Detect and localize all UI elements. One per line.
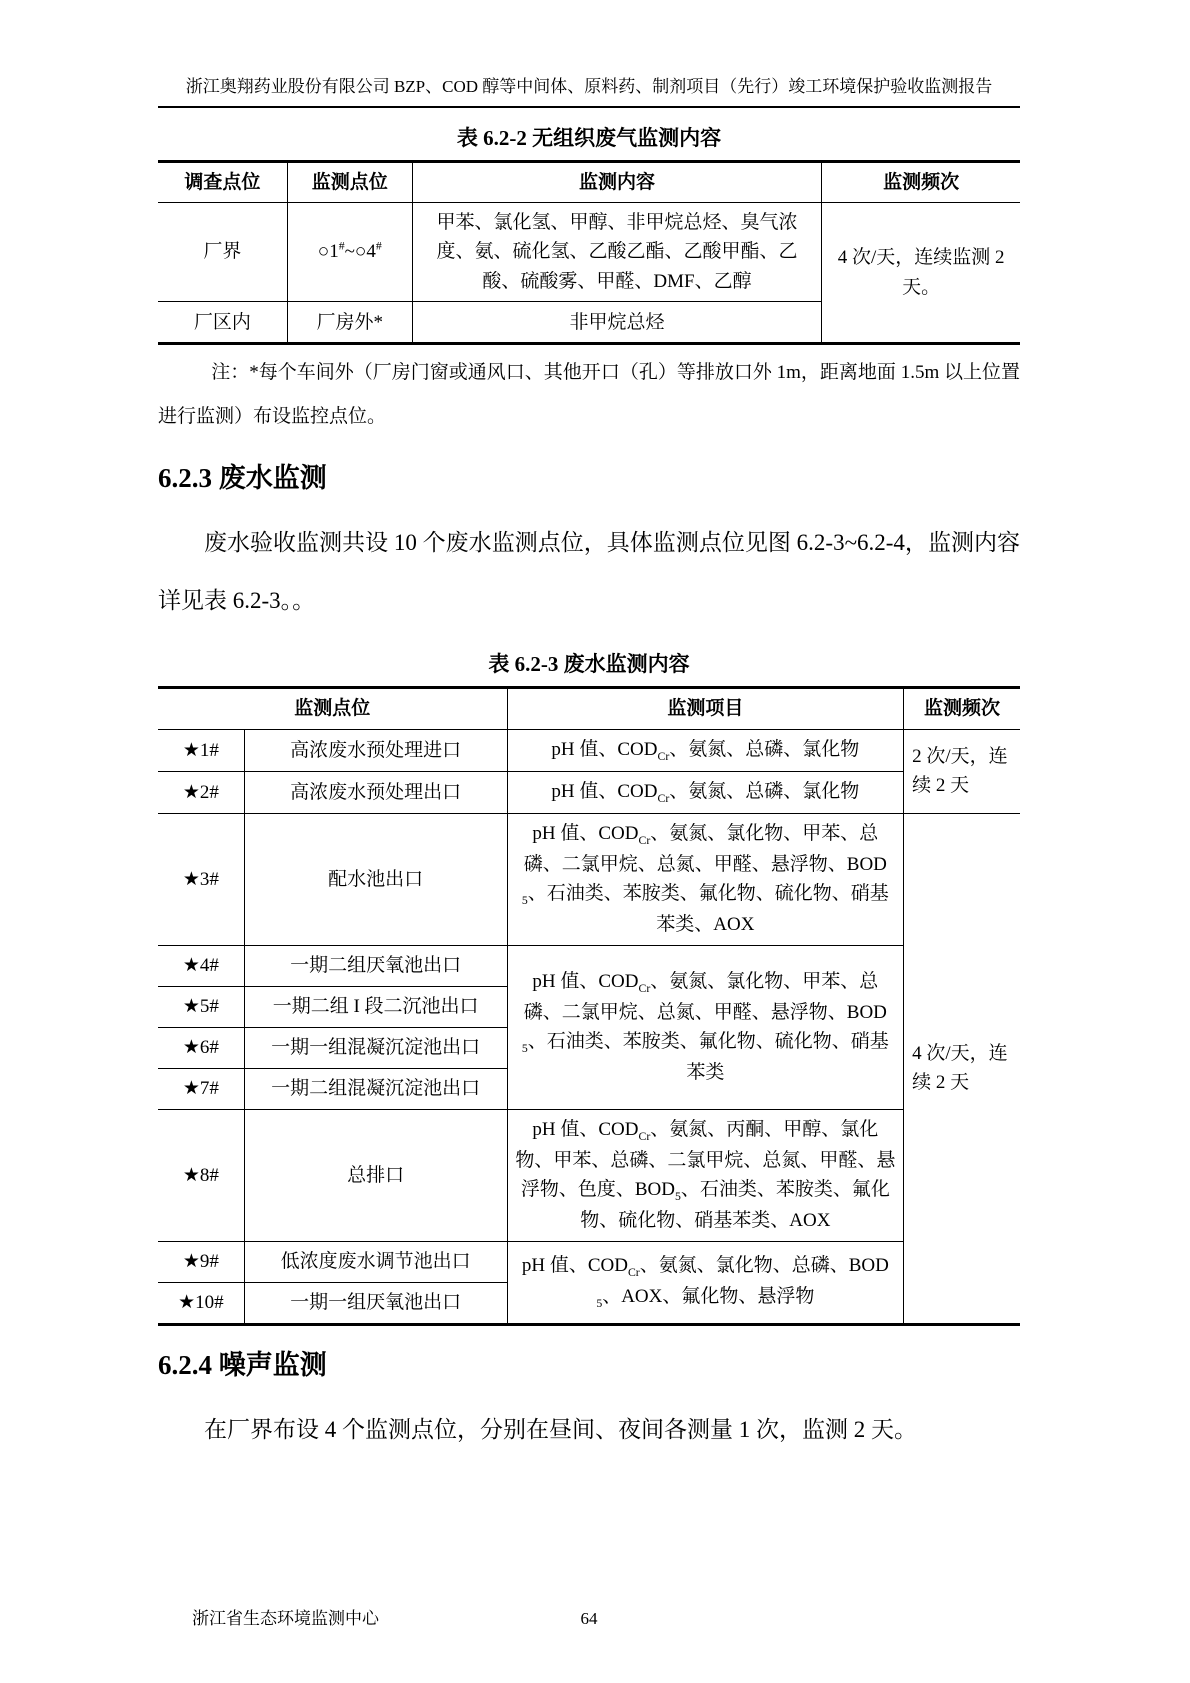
wastewater-header-frequency: 监测频次 — [904, 689, 1020, 729]
wastewater-header-monitor-point: 监测点位 — [158, 689, 507, 729]
offgas-header-monitor-point: 监测点位 — [287, 163, 412, 203]
table-row — [158, 1241, 1020, 1282]
point-name: 高浓废水预处理出口 — [244, 771, 507, 813]
point-name: 一期一组厌氧池出口 — [244, 1282, 507, 1323]
offgas-survey-point: 厂区内 — [158, 302, 287, 343]
point-id: ★8# — [158, 1109, 244, 1241]
point-name: 高浓废水预处理进口 — [244, 729, 507, 771]
frequency-cell: 2 次/天，连续 2 天 — [904, 729, 1020, 813]
offgas-table — [158, 163, 1020, 343]
page-header-title: 浙江奥翔药业股份有限公司 BZP、COD 醇等中间体、原料药、制剂项目（先行）竣工环境保护验收监测报告 — [185, 77, 993, 96]
table-row — [158, 771, 1020, 813]
point-id: ★5# — [158, 986, 244, 1027]
table-row — [158, 813, 1020, 945]
point-name: 一期二组 I 段二沉池出口 — [244, 986, 507, 1027]
page-footer — [158, 1603, 1020, 1629]
wastewater-header-row — [158, 689, 1020, 729]
point-id: ★1# — [158, 729, 244, 771]
wastewater-paragraph: 废水验收监测共设 10 个废水监测点位，具体监测点位见图 6.2-3~6.2-4，监测内容详见表 6.2-3。。 — [158, 530, 1020, 614]
wastewater-table-wrapper — [158, 686, 1020, 1325]
offgas-monitor-point: ○1#~○4# — [287, 202, 412, 301]
point-name: 一期二组混凝沉淀池出口 — [244, 1068, 507, 1109]
point-id: ★3# — [158, 813, 244, 945]
point-id: ★10# — [158, 1282, 244, 1323]
offgas-frequency: 4 次/天，连续监测 2 天。 — [822, 202, 1020, 342]
footer-organization: 浙江省生态环境监测中心 — [192, 1609, 379, 1628]
wastewater-header-items: 监测项目 — [507, 689, 904, 729]
point-id: ★2# — [158, 771, 244, 813]
point-items: pH 值、$COD_{Cr}$、氨氮、氯化物、总磷、$BOD_5$、AOX、氟化物、悬浮物 — [507, 1241, 904, 1323]
point-name: 配水池出口 — [244, 813, 507, 945]
point-name: 一期二组厌氧池出口 — [244, 945, 507, 986]
point-id: ★6# — [158, 1027, 244, 1068]
noise-paragraph: 在厂界布设 4 个监测点位，分别在昼间、夜间各测量 1 次，监测 2 天。 — [204, 1416, 917, 1442]
offgas-table-wrapper — [158, 160, 1020, 346]
table-row — [158, 729, 1020, 771]
wastewater-table-caption: 表 6.2-3 废水监测内容 — [488, 652, 690, 677]
offgas-table-note: 注：*每个车间外（厂房门窗或通风口、其他开口（孔）等排放口外 1m，距离地面 1.5m 以上位置进行监测）布设监控点位。 — [158, 362, 1020, 428]
footer-page-number: 64 — [580, 1609, 598, 1628]
offgas-content: 非甲烷总烃 — [412, 302, 821, 343]
point-name: 一期一组混凝沉淀池出口 — [244, 1027, 507, 1068]
offgas-header-row — [158, 163, 1020, 203]
point-items: pH 值、$COD_{Cr}$、氨氮、氯化物、甲苯、总磷、二氯甲烷、总氮、甲醛、悬浮物、$BOD_5$、石油类、苯胺类、氟化物、硫化物、硝基苯类、AOX — [507, 813, 904, 945]
point-id: ★4# — [158, 945, 244, 986]
spacer — [158, 1459, 1020, 1603]
offgas-monitor-point: 厂房外* — [287, 302, 412, 343]
table-row — [158, 945, 1020, 986]
point-name: 总排口 — [244, 1109, 507, 1241]
offgas-table-caption: 表 6.2-2 无组织废气监测内容 — [456, 125, 722, 150]
table-row — [158, 1109, 1020, 1241]
point-name: 低浓度废水调节池出口 — [244, 1241, 507, 1282]
point-items: pH 值、$COD_{Cr}$、氨氮、氯化物、甲苯、总磷、二氯甲烷、总氮、甲醛、悬浮物、$BOD_5$、石油类、苯胺类、氟化物、硫化物、硝基苯类 — [507, 945, 904, 1109]
offgas-survey-point: 厂界 — [158, 202, 287, 301]
point-items: pH 值、$COD_{Cr}$、氨氮、总磷、氯化物 — [507, 729, 904, 771]
point-items: pH 值、$COD_{Cr}$、氨氮、总磷、氯化物 — [507, 771, 904, 813]
point-items: pH 值、$COD_{Cr}$、氨氮、丙酮、甲醇、氯化物、甲苯、总磷、二氯甲烷、总氮、甲醛、悬浮物、色度、$BOD_5$、石油类、苯胺类、氟化物、硫化物、硝基苯类、AOX — [507, 1109, 904, 1241]
section-heading-wastewater: 6.2.3 废水监测 — [158, 463, 327, 494]
offgas-header-survey-point: 调查点位 — [158, 163, 287, 203]
point-id: ★9# — [158, 1241, 244, 1282]
section-heading-noise: 6.2.4 噪声监测 — [158, 1349, 327, 1380]
offgas-content: 甲苯、氯化氢、甲醇、非甲烷总烃、臭气浓度、氨、硫化氢、乙酸乙酯、乙酸甲酯、乙酸、硫酸雾、甲醛、DMF、乙醇 — [412, 202, 821, 301]
offgas-header-frequency: 监测频次 — [822, 163, 1020, 203]
frequency-cell: 4 次/天，连续 2 天 — [904, 813, 1020, 1322]
offgas-header-content: 监测内容 — [412, 163, 821, 203]
table-row — [158, 202, 1020, 301]
point-id: ★7# — [158, 1068, 244, 1109]
wastewater-table — [158, 689, 1020, 1322]
header-rule — [158, 106, 1020, 108]
